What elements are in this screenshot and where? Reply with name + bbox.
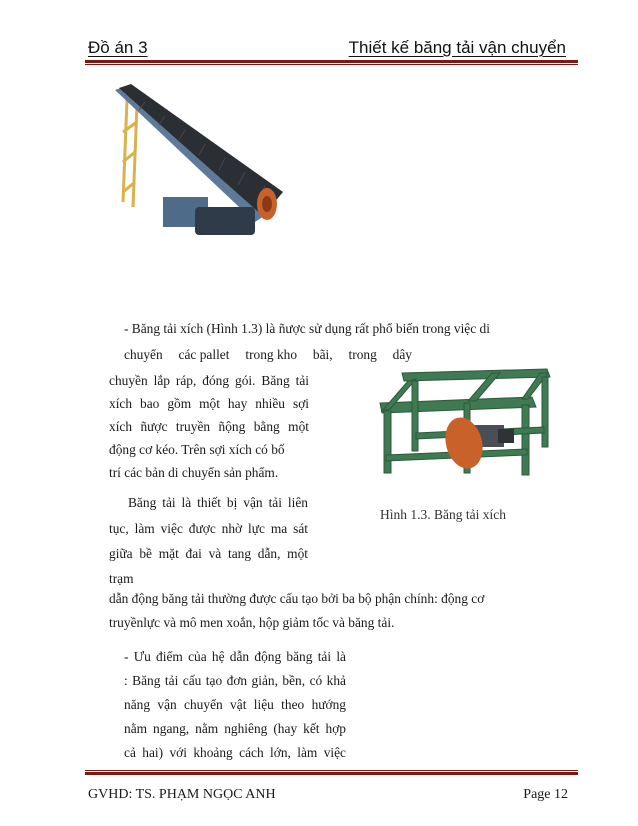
footer-rule: [85, 772, 578, 775]
para2-line6: truyềnlực và mô men xoắn, hộp giảm tốc và băng tải.: [109, 615, 395, 630]
para1-line5: xích ñược truyền ñộng bằng một: [109, 419, 309, 434]
para1-line1: - Băng tải xích (Hình 1.3) là ñược sử dụng rất phổ biến trong việc di: [124, 321, 490, 336]
footer-rule-thin: [85, 770, 578, 771]
para1-line4: xích bao gồm một hay nhiều sợi: [109, 396, 309, 411]
para2-line5: dẫn động băng tải thường được cấu tạo bởi ba bộ phận chính: động cơ: [109, 591, 485, 606]
para1-line3: chuyền lắp ráp, đóng gói. Băng tải: [109, 373, 309, 388]
header-rule-thin: [85, 64, 578, 65]
word: bãi,: [312, 347, 333, 362]
para2-line2: tục, làm việc được nhờ lực ma sát: [109, 521, 308, 536]
header-rule: [85, 60, 578, 63]
footer-page-number: Page 12: [523, 787, 568, 802]
belt-conveyor-image: [105, 82, 290, 247]
para2-line1: Băng tải là thiết bị vận tải liên: [128, 495, 308, 510]
para3-line4: nằm ngang, nằm nghiêng (hay kết hợp: [124, 721, 346, 736]
para3-line3: năng vận chuyển vật liệu theo hướng: [124, 697, 346, 712]
para3-line1: - Ưu điểm của hệ dẫn động băng tải là: [124, 649, 346, 664]
para1-line2: [124, 348, 412, 361]
para1-line6: động cơ kéo. Trên sợi xích có bố: [109, 442, 285, 457]
word: các pallet: [178, 347, 230, 362]
word: chuyển: [124, 347, 163, 362]
word: dây: [392, 347, 412, 362]
header-title-left: Đồ án 3: [88, 38, 148, 57]
para3-line5: cả hai) với khoảng cách lớn, làm việc: [124, 745, 346, 760]
para2-line4: trạm: [109, 571, 134, 586]
header-title-right: Thiết kế băng tải vận chuyển: [348, 38, 566, 57]
word: trong: [348, 347, 377, 362]
chain-conveyor-image: [372, 363, 560, 498]
footer-supervisor: GVHD: TS. PHẠM NGỌC ANH: [88, 787, 276, 802]
para2-line3: giữa bề mặt đai và tang dẫn, một: [109, 546, 308, 561]
para3-line2: : Băng tải cấu tạo đơn giản, bền, có khả: [124, 673, 346, 688]
word: trong kho: [245, 347, 298, 362]
figure-caption: Hình 1.3. Băng tải xích: [380, 507, 506, 522]
para1-line7: trí các bản di chuyển sản phẩm.: [109, 465, 279, 480]
